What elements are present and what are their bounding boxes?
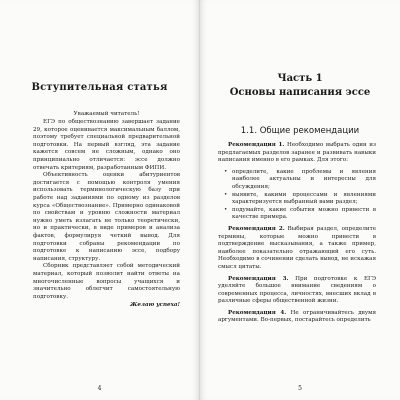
recommendation-1-list: [218, 169, 376, 222]
intro-title: Вступительная статья: [31, 82, 168, 93]
rec-label: Рекомендация 1.: [228, 142, 285, 148]
list-item: • определите, какие проблемы и явления наиболее актуальны и интересны для обсуждения;: [232, 169, 376, 192]
rec-label: Рекомендация 4.: [228, 309, 287, 316]
list-item: • выявите, какими процессами и явлениями характеризуется выбранный вами раздел;: [232, 192, 376, 207]
recommendation-1: [218, 142, 376, 165]
rec-label: Рекомендация 2.: [228, 225, 285, 232]
rec-text: Не ограничивайтесь двумя аргументами. Во-первых, постарайтесь определить: [218, 309, 377, 324]
recommendation-3: [218, 276, 376, 306]
recommendations-body: [218, 142, 376, 329]
rec-text: При подготовке к ЕГЭ уделяйте большое внимание сведениям о современных процесса, личностях, внесших вклад в различные сферы общественной жизни.: [218, 275, 377, 305]
rec-text: Необходимо выбрать один из предлагаемых разделов заранее и развивать навыки написания именно в его рамках. Для этого:: [218, 142, 376, 164]
section-title: 1.1. Общие рекомендации: [240, 126, 360, 136]
intro-paragraph-1: ЕГЭ по обществознанию завершает задание 29, которое оценивается максимальным баллом, поэтому требует специальной предварительной подготовки. На первый взгляд, эта задание кажется совсем не сложным, однако оно принципиально отличается: эссе должно отвечать критериям, разработанным ФИПИ.: [33, 119, 180, 171]
page-number-right: 5: [298, 385, 302, 392]
recommendation-4: [218, 310, 376, 325]
page-number-left: 4: [97, 385, 102, 392]
intro-paragraph-3: Сборник представляет собой методический материал, который позволит найти ответы на многочисленные вопросы учащихся и значительно облегчит самостоятельную подготовку.: [33, 263, 180, 300]
part-heading: [200, 72, 400, 100]
intro-body: [33, 111, 180, 309]
intro-closing: Желаю успеха!: [130, 301, 180, 308]
intro-greeting: Уважаемый читатель!: [73, 111, 140, 117]
intro-paragraph-2: Объективность оценки абитуриентов достигается с помощью контроля умения использовать терминологическую базу при работе над заданиями по одному из разделов курса «Обществознание». Примерно одинаковой по свойствам и уровню сложности материал нужно уметь излагать не только теоретически, но и практически, в виде примеров и анализа фактов, формулируя четкий вывод. Для подготовки собраны рекомендации по подготовке к написанию эссе, подбору написания, структуру.: [33, 172, 180, 262]
rec-label: Рекомендация 3.: [228, 275, 289, 282]
right-page: [200, 0, 400, 400]
part-title: Основы написания эссе: [229, 87, 371, 98]
recommendation-2: [218, 226, 376, 272]
part-label: Часть 1: [277, 73, 323, 84]
list-item: • подумайте, какие события можно привести в качестве примера.: [232, 207, 376, 222]
rec-text: Выбирая раздел, определите термины, которые можно привести в подтверждение высказывания, а также пример, наиболее показательно отражающий его суть. Необходимо в сочинении сделать вывод, не искажая смысл цитаты.: [218, 225, 376, 270]
